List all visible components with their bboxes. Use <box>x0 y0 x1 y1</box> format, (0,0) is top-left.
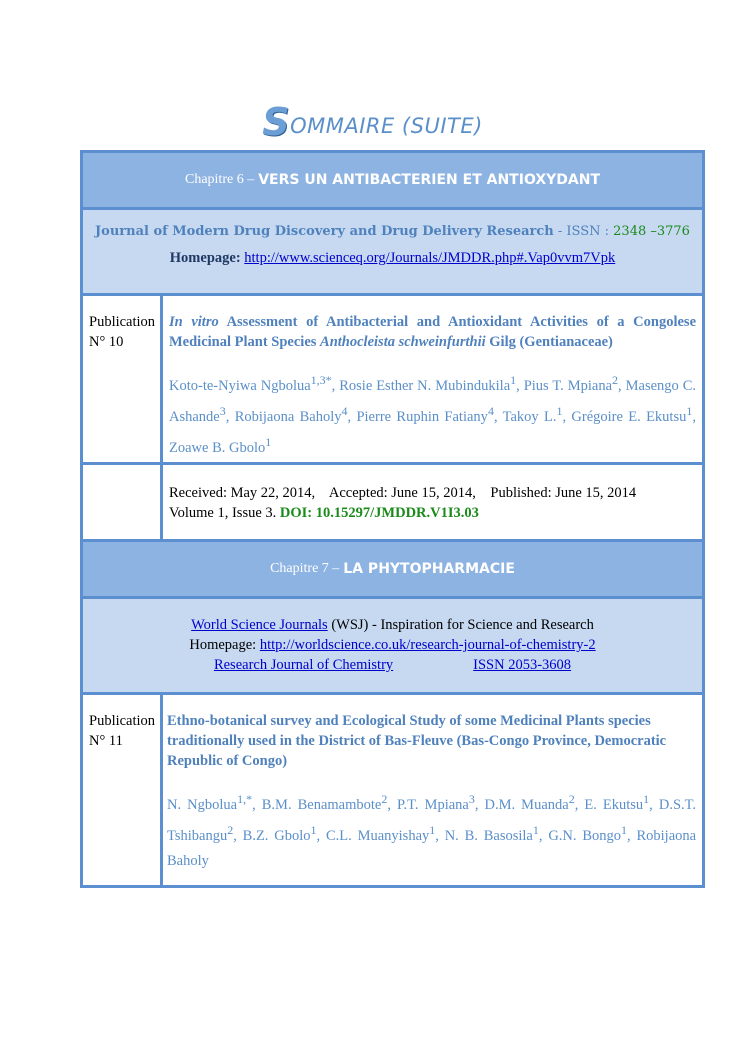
pub10-title-italic1: In vitro <box>169 314 219 330</box>
published-date: Published: June 15, 2014 <box>490 485 637 501</box>
journal-1-issn: 2348 –3776 <box>613 224 690 239</box>
page-title <box>0 100 745 144</box>
pub11-label-line1: Publication <box>89 713 156 729</box>
dates-empty-cell <box>83 465 163 539</box>
author-name: Grégoire E. Ekutsu <box>571 408 687 425</box>
journal-1-issn-label: - ISSN : <box>553 224 614 239</box>
publication-11-title: Ethno-botanical survey and Ecological Study of some Medicinal Plants species traditionally used in the District of Bas-Fleuve (Bas-Congo Province, Democratic Republic of Congo) <box>167 713 667 769</box>
author-affiliation: 1 <box>686 403 693 418</box>
author-name: N. B. Basosila <box>444 827 533 844</box>
journal-1-name: Journal of Modern Drug Discovery and Drug Delivery Research <box>95 224 554 239</box>
pub10-label-line1: Publication <box>89 314 156 330</box>
pub10-title-main: Assessment of Antibacterial and Antioxidant Activities of a Congolese Medicinal Plant Species <box>169 314 697 350</box>
author-name: Pierre Ruphin Fatiany <box>356 408 488 425</box>
author-name: P.T. Mpiana <box>397 796 469 813</box>
research-journal-link[interactable] <box>214 657 571 673</box>
author-affiliation: 2 <box>227 822 234 837</box>
author-affiliation: 1 <box>429 822 436 837</box>
publication-11-authors: N. Ngbolua$^{1,*}$, B.M. Benamambote$^2$, P.T. Mpiana$^3$, D.M. Muanda$^2$, E. Ekutsu$^1$, D.S.T. Tshibangu$^2$, B.Z. Gbolo$^1$, C.L. Muanyishay$^1$, N. B. Basosila$^1$, G.N. Bongo$^1$, Robijaona Baholy <box>167 792 697 869</box>
chapter-6-header <box>83 153 702 210</box>
author-affiliation: 1 <box>310 822 317 837</box>
accepted-date: Accepted: June 15, 2014, <box>328 485 476 501</box>
author-affiliation: 1 <box>556 403 563 418</box>
publication-10-title <box>169 312 696 352</box>
author-name: Koto-te-Nyiwa Ngbolua <box>169 377 311 394</box>
publication-10-authors: Koto-te-Nyiwa Ngbolua$^{1,3*}$, Rosie Esther N. Mubindukila$^1$, Pius T. Mpiana$^2$, Masengo C. Ashande$^3$, Robijaona Baholy$^4$, Pierre Ruphin Fatiany$^4$, Takoy L.$^1$, Grégoire E. Ekutsu$^1$, Zoawe B. Gbolo$^1$ <box>169 373 697 456</box>
author-affiliation: 3 <box>219 403 226 418</box>
publication-11-content <box>163 695 702 885</box>
journal-2-homepage-label: Homepage: <box>189 637 260 653</box>
publication-10-dates <box>163 465 702 539</box>
author-affiliation: 1 <box>621 822 628 837</box>
author-affiliation: 1 <box>265 434 272 449</box>
author-affiliation: 4 <box>487 403 494 418</box>
title-initial: S <box>262 100 291 144</box>
pub10-title-italic2: Anthocleista schweinfurthii <box>320 334 486 350</box>
author-name: D.S.T. Tshibangu <box>167 796 697 844</box>
journal-1-homepage-label: Homepage: <box>169 250 241 266</box>
volume-issue: Volume 1, Issue 3. <box>169 505 277 521</box>
pub10-title-end: Gilg (Gentianaceae) <box>485 334 613 350</box>
chapter-6-prefix: Chapitre 6 – <box>184 172 255 187</box>
journal-2-homepage-link[interactable]: http://worldscience.co.uk/research-journal-of-chemistry-2 <box>259 637 596 653</box>
chapter-7-header <box>83 542 702 599</box>
author-affiliation: 1,* <box>237 792 253 806</box>
research-journal-name: Research Journal of Chemistry <box>213 657 394 673</box>
author-affiliation: 1,3* <box>310 373 332 387</box>
author-name: Rosie Esther N. Mubindukila <box>339 377 511 394</box>
journal-1-info <box>83 210 702 296</box>
pub10-label-line2: N° 10 <box>89 334 124 350</box>
author-affiliation: 2 <box>568 792 575 806</box>
publication-11-label <box>83 695 163 885</box>
author-affiliation: 1 <box>510 373 517 387</box>
author-affiliation: 2 <box>612 373 619 387</box>
author-name: Takoy L. <box>502 408 557 425</box>
author-name: Pius T. Mpiana <box>523 377 613 394</box>
author-name: C.L. Muanyishay <box>325 827 430 844</box>
doi: DOI: 10.15297/JMDDR.V1I3.03 <box>279 505 479 521</box>
wsj-rest: (WSJ) - Inspiration for Science and Research <box>327 617 594 633</box>
author-name: Robijaona Baholy <box>234 408 342 425</box>
author-name: Robijaona Baholy <box>167 827 697 869</box>
author-name: N. Ngbolua <box>167 796 238 813</box>
author-affiliation: 4 <box>341 403 348 418</box>
pub11-label-line2: N° 11 <box>89 733 123 749</box>
author-name: B.M. Benamambote <box>261 796 382 813</box>
author-name: G.N. Bongo <box>548 827 622 844</box>
chapter-7-title: LA PHYTOPHARMACIE <box>343 561 515 577</box>
chapter-6-title: VERS UN ANTIBACTERIEN ET ANTIOXYDANT <box>258 172 600 188</box>
wsj-link[interactable]: World Science Journals <box>191 617 328 633</box>
author-affiliation: 3 <box>468 792 475 806</box>
publication-10-row <box>83 296 702 465</box>
author-name: Masengo C. Ashande <box>169 377 697 425</box>
journal-1-homepage-link[interactable]: http://www.scienceq.org/Journals/JMDDR.php#.Vap0vvm7Vpk <box>244 250 616 266</box>
author-name: E. Ekutsu <box>584 796 644 813</box>
publication-10-content <box>163 296 702 462</box>
received-date: Received: May 22, 2014, <box>169 485 316 501</box>
publication-11-row <box>83 695 702 885</box>
author-name: D.M. Muanda <box>484 796 569 813</box>
chapter-7-prefix: Chapitre 7 – <box>270 561 340 576</box>
author-affiliation: 1 <box>643 792 650 806</box>
journal-2-info <box>83 599 702 695</box>
author-name: Zoawe B. Gbolo <box>169 439 266 456</box>
summary-table <box>80 150 705 888</box>
research-journal-issn: ISSN 2053-3608 <box>473 657 572 673</box>
publication-10-dates-row <box>83 465 702 542</box>
author-affiliation: 2 <box>381 792 388 806</box>
author-affiliation: 1 <box>532 822 539 837</box>
title-rest: OMMAIRE (SUITE) <box>290 114 483 138</box>
publication-10-label <box>83 296 163 462</box>
author-name: B.Z. Gbolo <box>242 827 311 844</box>
